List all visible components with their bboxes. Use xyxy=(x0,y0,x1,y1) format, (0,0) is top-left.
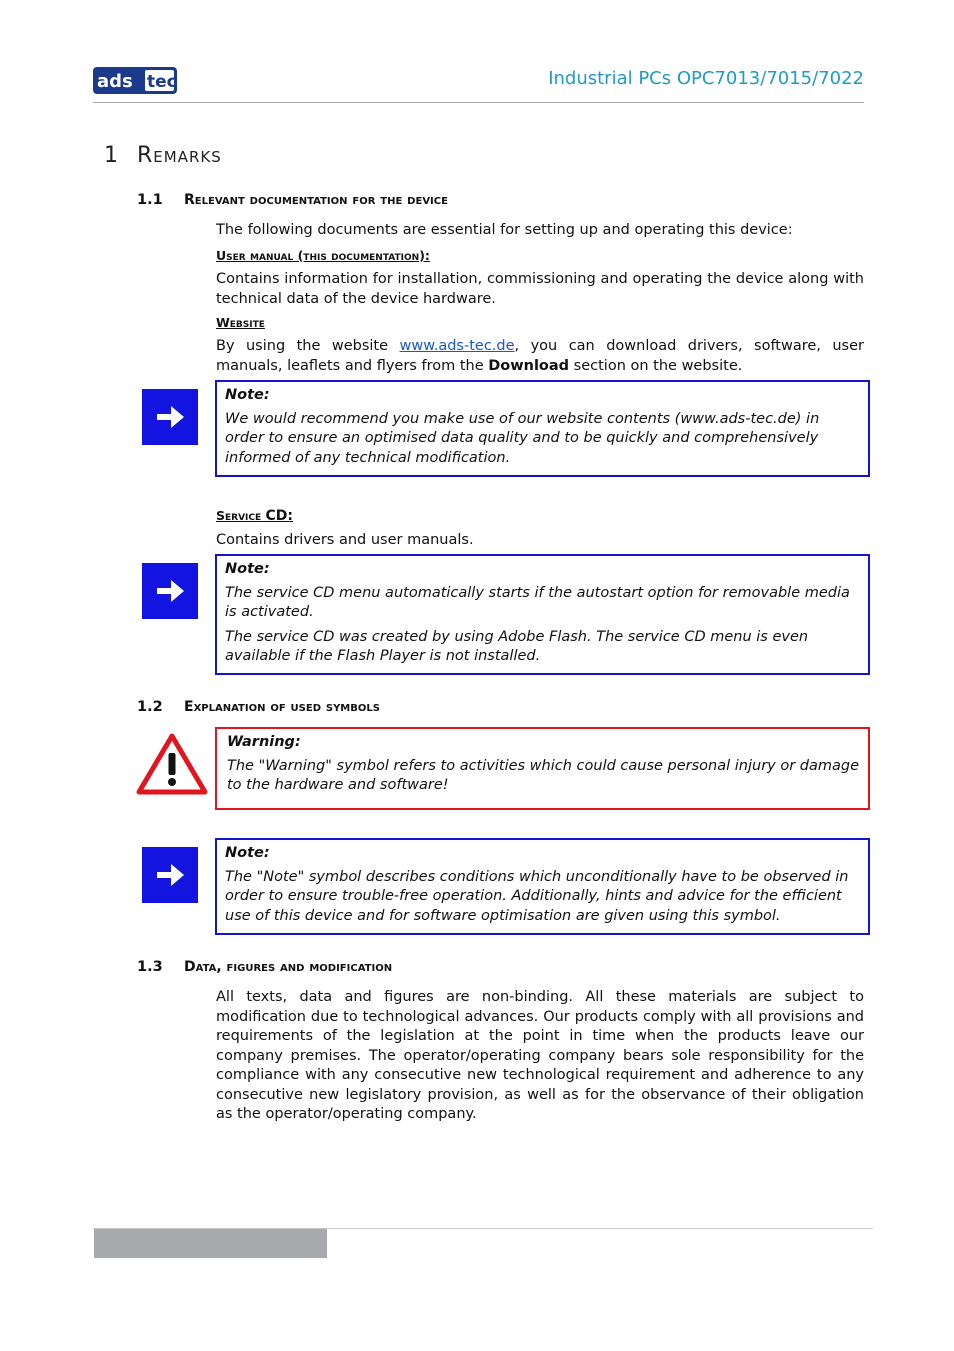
document-title: Industrial PCs OPC7013/7015/7022 xyxy=(548,68,864,89)
note-box: Note: The "Note" symbol describes conditions which unconditionally have to be observed in order to ensure trouble-free operation. Additionally, hints and advice for the efficient use of this device and for software optimisation are given using this symbol. xyxy=(215,838,870,935)
user-manual-text: Contains information for installation, commissioning and operating the device along with technical data of the device hardware. xyxy=(216,271,864,307)
website-heading: Website xyxy=(216,315,265,330)
header-divider xyxy=(93,102,864,103)
arrow-right-icon xyxy=(142,389,198,445)
section-heading-1-2: 1.2 Explanation of used symbols xyxy=(137,699,380,715)
modification-text: All texts, data and figures are non-binding. All these materials are subject to modification due to technological advances. Our products comply with all provisions and requirements of the legislation at the point in time when the products leave our company premises. The operator/operating company bears sole responsibility for the compliance with any consecutive new technological requirement and adherence to any consecutive new legislatory provision, as well as for the observance of their obligation as the operator/operating company. xyxy=(216,989,864,1122)
ads-tec-logo xyxy=(93,67,177,94)
arrow-right-icon xyxy=(142,563,198,619)
service-cd-heading: Service CD: xyxy=(216,508,294,524)
service-cd-text: Contains drivers and user manuals. xyxy=(216,532,474,548)
svg-text:tec: tec xyxy=(147,72,177,92)
warning-box: Warning: The "Warning" symbol refers to activities which could cause personal injury or damage to the hardware and software! xyxy=(215,727,870,810)
note-box: Note: The service CD menu automatically starts if the autostart option for removable media is activated. The service CD was created by using Adobe Flash. The service CD menu is even available if the Flash Player is not installed. xyxy=(215,554,870,675)
website-link[interactable]: www.ads-tec.de xyxy=(399,338,515,354)
section-heading-1-3: 1.3 Data, figures and modification xyxy=(137,959,393,975)
section-intro: The following documents are essential for setting up and operating this device: xyxy=(216,222,793,238)
note-box: Note: We would recommend you make use of our website contents (www.ads-tec.de) in order to ensure an optimised data quality and to be quickly and comprehensively informed of any technical modification. xyxy=(215,380,870,477)
footer-bar xyxy=(94,1229,327,1258)
chapter-title: Remarks xyxy=(137,143,222,168)
website-text: By using the website www.ads-tec.de, you can download drivers, software, user manuals, leaflets and flyers from the Download section on the website. xyxy=(216,338,864,374)
section-heading-1-1: 1.1 Relevant documentation for the device xyxy=(137,192,448,208)
user-manual-heading: User manual (this documentation): xyxy=(216,248,430,263)
warning-triangle-icon xyxy=(136,733,208,795)
chapter-heading xyxy=(104,143,222,168)
svg-text:ads: ads xyxy=(97,71,133,92)
arrow-right-icon xyxy=(142,847,198,903)
chapter-number: 1 xyxy=(104,143,119,168)
